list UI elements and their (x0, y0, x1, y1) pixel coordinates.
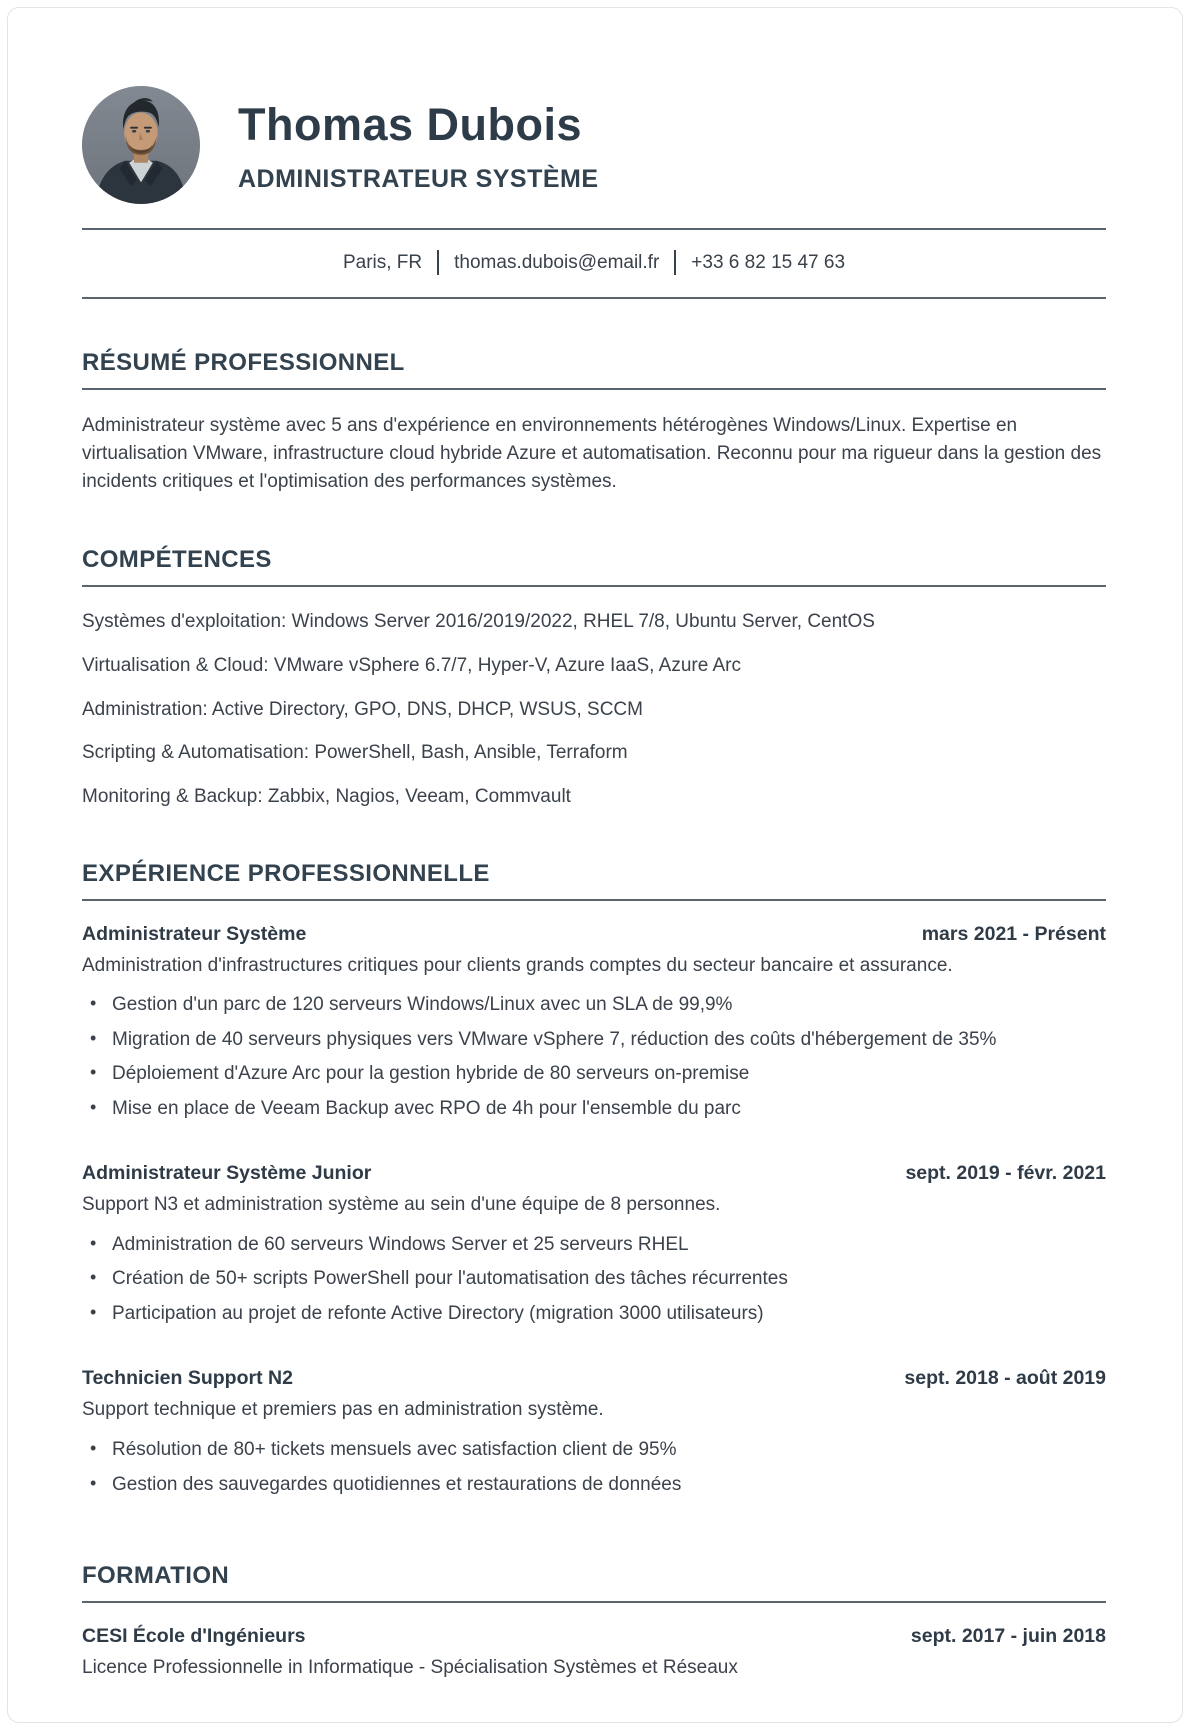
skill-item: Systèmes d'exploitation: Windows Server 2016/2019/2022, RHEL 7/8, Ubuntu Server, CentOS (82, 611, 875, 633)
job-bullet-list (82, 1231, 1106, 1328)
person-headline: ADMINISTRATEUR SYSTÈME (238, 165, 599, 194)
portrait-illustration (82, 86, 200, 204)
job-bullet: • Administration de 60 serveurs Windows Server et 25 serveurs RHEL (82, 1231, 1106, 1259)
job-header (82, 1367, 1106, 1390)
job-bullet-list (82, 991, 1106, 1122)
skills-heading: COMPÉTENCES (82, 546, 1106, 587)
job-bullet-list (82, 1436, 1106, 1498)
skill-item: Scripting & Automatisation: PowerShell, Bash, Ansible, Terraform (82, 742, 628, 764)
education-dates: sept. 2017 - juin 2018 (910, 1625, 1106, 1648)
profile-photo (82, 86, 200, 204)
job-title: Administrateur Système (82, 922, 307, 945)
education-header (82, 1625, 1106, 1648)
summary-text: Administrateur système avec 5 ans d'expérience en environnements hétérogènes Windows/Linux. Expertise en virtualisation VMware, infrastructure cloud hybride Azure et automatisation. Reconnu pour ma rigueur dans la gestion des incidents critiques et l'optimisation des performances systèmes. (82, 415, 1102, 493)
header-text (238, 96, 599, 195)
section-education (82, 1562, 1106, 1682)
job-description: Support technique et premiers pas en administration système. (82, 1399, 604, 1421)
education-heading: FORMATION (82, 1562, 1106, 1603)
education-school: CESI École d'Ingénieurs (82, 1625, 306, 1648)
contact-phone: +33 6 82 15 47 63 (691, 251, 846, 273)
job-dates: mars 2021 - Présent (921, 922, 1106, 945)
job-title: Technicien Support N2 (82, 1367, 293, 1390)
job-entry (82, 923, 1106, 1123)
job-title: Administrateur Système Junior (82, 1162, 372, 1185)
section-experience (82, 860, 1106, 1499)
job-dates: sept. 2018 - août 2019 (904, 1367, 1106, 1390)
section-skills (82, 546, 1106, 809)
job-bullet: • Gestion d'un parc de 120 serveurs Windows/Linux avec un SLA de 99,9% (82, 991, 1106, 1019)
contact-bar (82, 228, 1106, 299)
job-bullet: • Mise en place de Veeam Backup avec RPO de 4h pour l'ensemble du parc (82, 1095, 1106, 1123)
skills-list (82, 609, 1106, 809)
job-description: Administration d'infrastructures critiques pour clients grands comptes du secteur bancaire et assurance. (82, 954, 953, 976)
person-name: Thomas Dubois (238, 98, 583, 150)
contact-location: Paris, FR (342, 251, 423, 273)
skill-item: Monitoring & Backup: Zabbix, Nagios, Veeam, Commvault (82, 785, 571, 807)
job-header (82, 1162, 1106, 1185)
job-bullet: • Résolution de 80+ tickets mensuels avec satisfaction client de 95% (82, 1436, 1106, 1464)
job-bullet: • Déploiement d'Azure Arc pour la gestion hybride de 80 serveurs on-premise (82, 1060, 1106, 1088)
skill-item: Administration: Active Directory, GPO, DNS, DHCP, WSUS, SCCM (82, 698, 643, 720)
job-dates: sept. 2019 - févr. 2021 (905, 1162, 1106, 1185)
job-entry (82, 1367, 1106, 1498)
experience-heading: EXPÉRIENCE PROFESSIONNELLE (82, 860, 1106, 901)
job-header (82, 923, 1106, 946)
job-bullet: • Gestion des sauvegardes quotidiennes et restaurations de données (82, 1471, 1106, 1499)
contact-divider (674, 250, 676, 275)
section-summary (82, 349, 1106, 496)
job-bullet: • Migration de 40 serveurs physiques vers VMware vSphere 7, réduction des coûts d'hébergement de 35% (82, 1026, 1106, 1054)
skill-item: Virtualisation & Cloud: VMware vSphere 6.7/7, Hyper-V, Azure IaaS, Azure Arc (82, 654, 742, 676)
education-degree: Licence Professionnelle in Informatique - Spécialisation Systèmes et Réseaux (82, 1657, 738, 1679)
contact-email: thomas.dubois@email.fr (454, 251, 660, 273)
job-bullet: • Création de 50+ scripts PowerShell pour l'automatisation des tâches récurrentes (82, 1265, 1106, 1293)
job-description: Support N3 et administration système au sein d'une équipe de 8 personnes. (82, 1194, 721, 1216)
job-entry (82, 1162, 1106, 1327)
resume-page (7, 7, 1183, 1723)
header (82, 86, 1106, 204)
contact-divider (437, 250, 439, 275)
summary-heading: RÉSUMÉ PROFESSIONNEL (82, 349, 1106, 390)
job-bullet: • Participation au projet de refonte Active Directory (migration 3000 utilisateurs) (82, 1300, 1106, 1328)
